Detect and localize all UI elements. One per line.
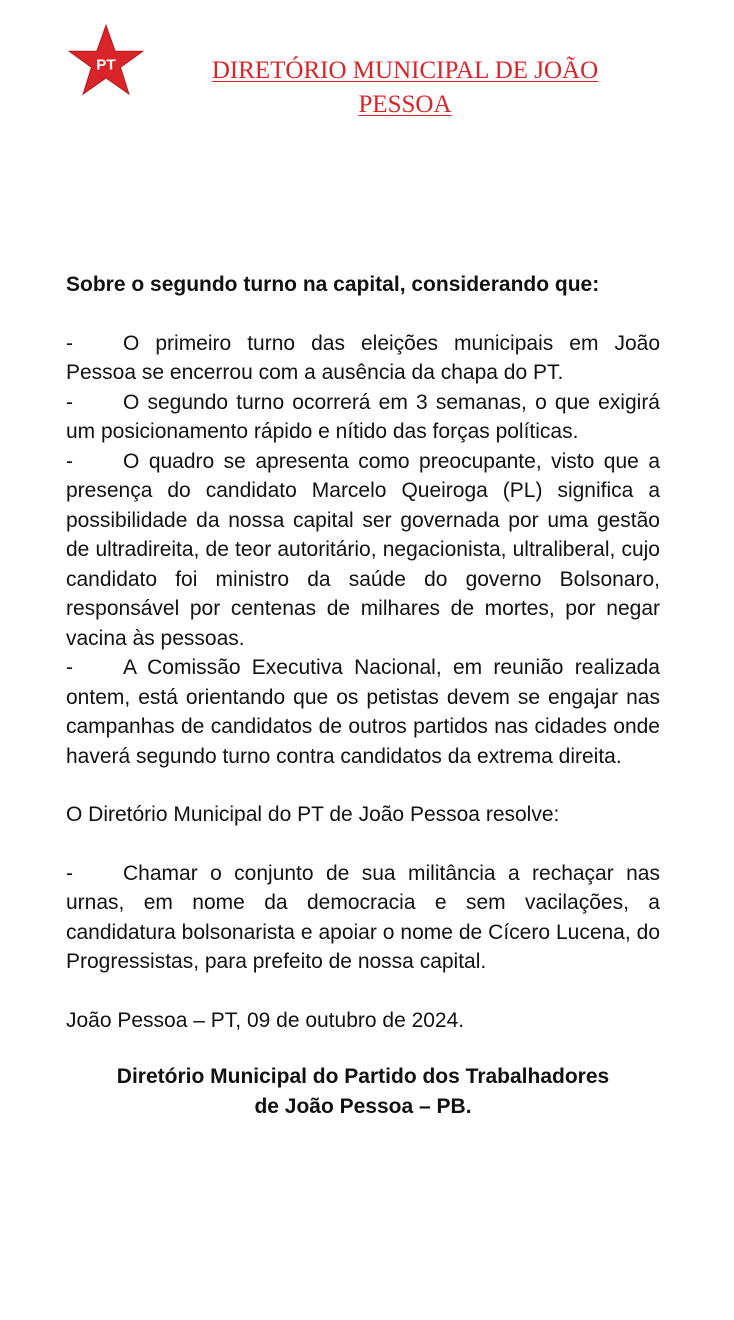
star-icon	[68, 24, 144, 100]
consideration-item	[66, 447, 660, 654]
date-line: João Pessoa – PT, 09 de outubro de 2024.	[66, 1008, 465, 1032]
header-title-line-1: DIRETÓRIO MUNICIPAL DE JOÃO	[211, 57, 599, 84]
header-title	[150, 54, 660, 122]
consideration-item	[66, 653, 660, 771]
document-body	[66, 270, 660, 1121]
resolution-intro: O Diretório Municipal do PT de João Pessoa resolve:	[66, 803, 560, 826]
consideration-item	[66, 329, 660, 388]
consideration-text: A Comissão Executiva Nacional, em reunião realizada ontem, está orientando que os petistas devem se engajar nas campanhas de candidatos de outros partidos nas cidades onde haverá segundo turno contra candidatos da extrema direita.	[66, 656, 660, 768]
document-header	[0, 0, 734, 140]
signature-line-1: Diretório Municipal do Partido dos Trabalhadores	[116, 1065, 610, 1088]
signature-line-2: de João Pessoa – PB.	[254, 1094, 472, 1118]
logo-text: PT	[96, 56, 116, 74]
list-dash: -	[66, 861, 73, 885]
list-dash: -	[66, 390, 73, 414]
signature-block	[66, 1062, 660, 1121]
list-dash: -	[66, 656, 73, 679]
resolution-item	[66, 859, 660, 977]
consideration-text: O quadro se apresenta como preocupante, visto que a presença do candidato Marcelo Queiroga (PL) significa a possibilidade da nossa capital ser governada por uma gestão de ultradireita, de teor autoritário, negacionista, ultraliberal, cujo candidato foi ministro da saúde do governo Bolsonaro, responsável por centenas de milhares de mortes, por negar vacina às pessoas.	[66, 449, 660, 650]
intro-heading: Sobre o segundo turno na capital, considerando que:	[66, 273, 600, 296]
list-dash: -	[66, 449, 73, 473]
list-dash: -	[66, 331, 73, 355]
pt-star-logo	[68, 24, 144, 100]
header-title-line-2: PESSOA	[358, 91, 452, 118]
resolution-text: Chamar o conjunto de sua militância a rechaçar nas urnas, em nome da democracia e sem vacilações, a candidatura bolsonarista e apoiar o nome de Cícero Lucena, do Progressistas, para prefeito de nossa capital.	[66, 861, 660, 973]
consideration-text: O primeiro turno das eleições municipais em João Pessoa se encerrou com a ausência da chapa do PT.	[66, 331, 660, 384]
consideration-item	[66, 388, 660, 447]
consideration-text: O segundo turno ocorrerá em 3 semanas, o que exigirá um posicionamento rápido e nítido das forças políticas.	[66, 390, 660, 443]
